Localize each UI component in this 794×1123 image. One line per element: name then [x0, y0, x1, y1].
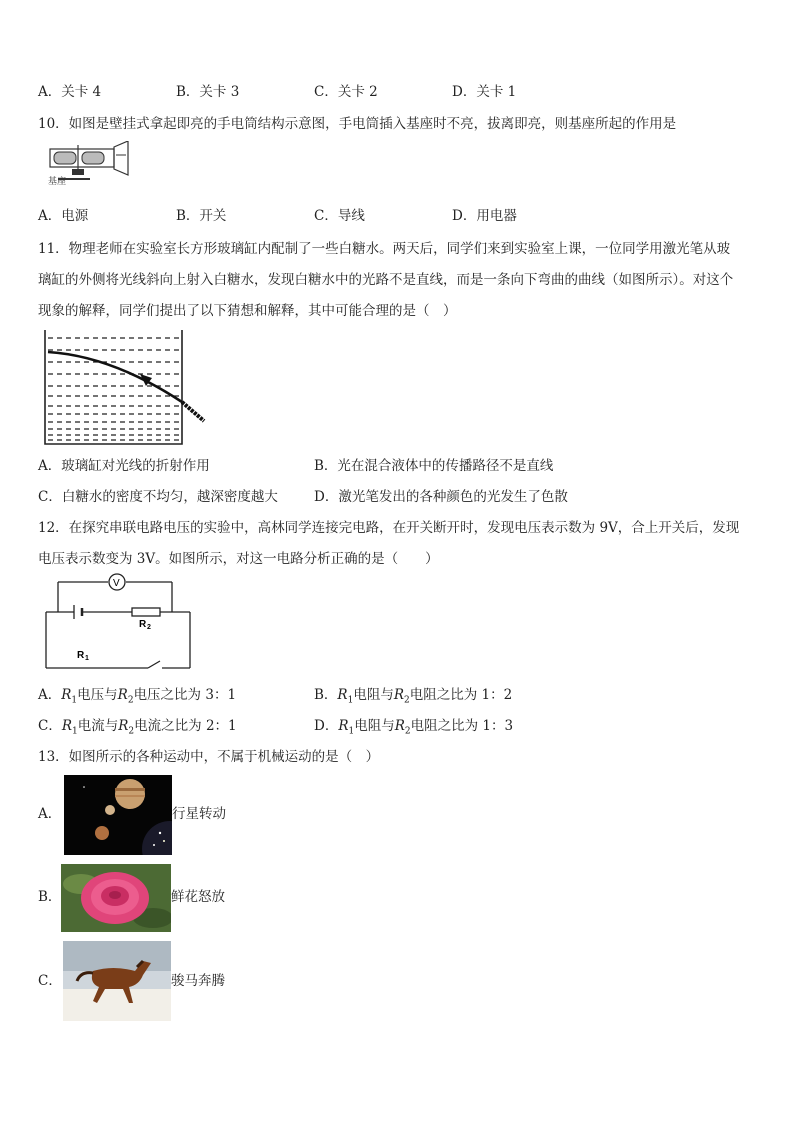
q10-option-d: D．用电器: [452, 208, 517, 224]
q11-option-d: D．激光笔发出的各种颜色的光发生了色散: [314, 489, 568, 505]
q10-option-c: C．导线: [314, 208, 365, 224]
q11-stem-line-2: 璃缸的外侧将光线斜向上射入白糖水，发现白糖水中的光路不是直线，而是一条向下弯曲的曲线（如图所示）。对这个: [38, 272, 734, 288]
q11-option-a: A．玻璃缸对光线的折射作用: [38, 458, 210, 474]
q12-stem-line-2: 电压表示数变为 3V。如图所示，对这一电路分析正确的是（ ）: [38, 551, 439, 567]
q11-stem-line-1: 11．物理老师在实验室长方形玻璃缸内配制了一些白糖水。两天后，同学们来到实验室上课，一位同学用激光笔从玻: [38, 241, 731, 257]
q12-stem-line-1: 12．在探究串联电路电压的实验中，高林同学连接完电路，在开关断开时，发现电压表示数为 9V，合上开关后，发现: [38, 520, 740, 536]
q9-option-a: A．关卡 4: [38, 84, 102, 100]
q11-option-c: C．白糖水的密度不均匀，越深密度越大: [38, 489, 278, 505]
r1-subscript: 1: [85, 655, 89, 662]
q13-option-b-caption: 鲜花怒放: [171, 889, 225, 905]
series-circuit-diagram: [40, 572, 196, 676]
planets-photo: [64, 775, 172, 855]
r2-subscript: 2: [147, 624, 151, 631]
q12-option-b: B．$R_1$电阻与$R_2$电阻之比为 1：2: [314, 687, 513, 706]
horse-photo: [63, 941, 171, 1021]
q13-option-c-caption: 骏马奔腾: [171, 973, 225, 989]
q11-stem-line-3: 现象的解释，同学们提出了以下猜想和解释，其中可能合理的是（ ）: [38, 303, 457, 319]
q9-option-d: D．关卡 1: [452, 84, 517, 100]
sugar-water-tank-diagram: [42, 328, 208, 446]
q13-option-a-caption: 行星转动: [172, 806, 226, 822]
q13-option-c-letter: C．: [38, 973, 62, 989]
q12-option-a: A．$R_1$电压与$R_2$电压之比为 3：1: [38, 687, 237, 706]
q9-option-b: B．关卡 3: [176, 84, 240, 100]
base-label: 基座: [48, 176, 67, 185]
r2-label: R: [139, 619, 147, 630]
q12-option-c: C．$R_1$电流与$R_2$电流之比为 2：1: [38, 718, 237, 737]
voltmeter-label: V: [113, 578, 120, 589]
q13-option-b-letter: B．: [38, 889, 62, 905]
q10-stem: 10．如图是壁挂式拿起即亮的手电筒结构示意图，手电筒插入基座时不亮，拔离即亮，则基座所起的作用是: [38, 116, 677, 132]
q12-option-d: D．$R_1$电阻与$R_2$电阻之比为 1：3: [314, 718, 514, 737]
rose-photo: [61, 864, 171, 932]
q10-option-b: B．开关: [176, 208, 227, 224]
q9-option-c: C．关卡 2: [314, 84, 378, 100]
q13-stem: 13．如图所示的各种运动中，不属于机械运动的是（ ）: [38, 749, 380, 765]
flashlight-diagram: [46, 141, 136, 185]
q13-option-a-letter: A．: [38, 806, 62, 822]
q11-option-b: B．光在混合液体中的传播路径不是直线: [314, 458, 554, 474]
r1-label: R: [77, 650, 85, 661]
q10-option-a: A．电源: [38, 208, 89, 224]
